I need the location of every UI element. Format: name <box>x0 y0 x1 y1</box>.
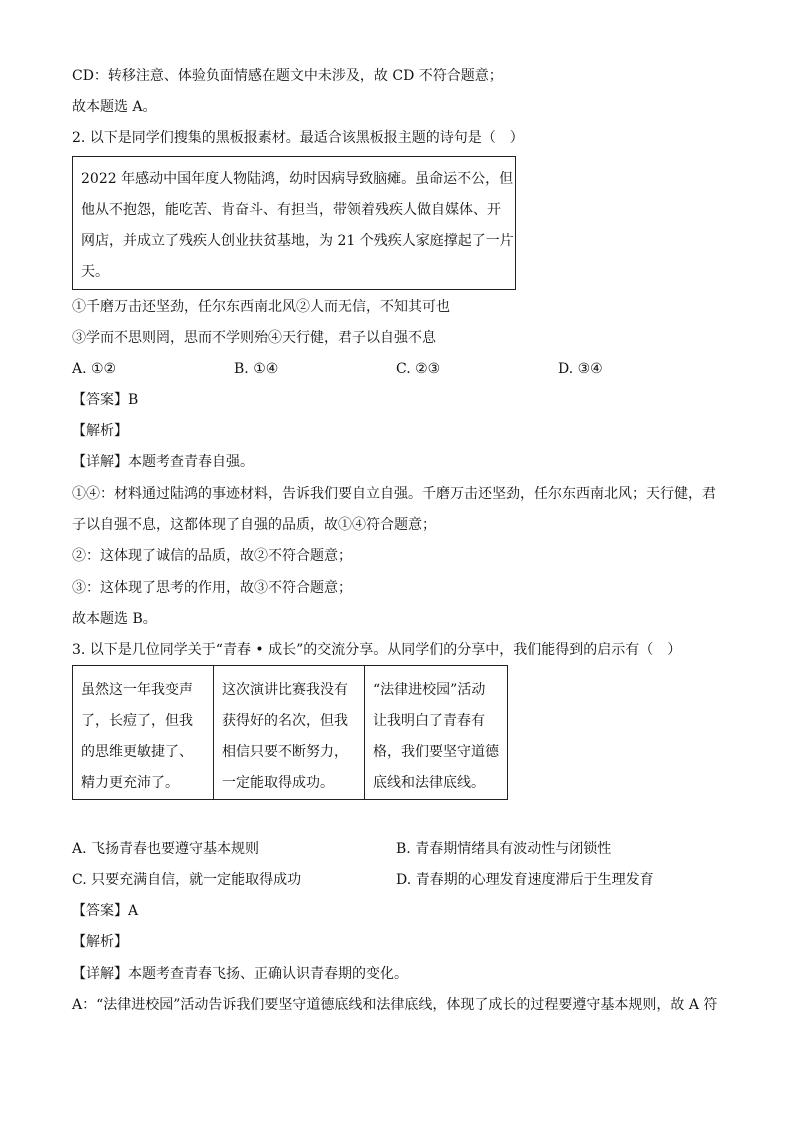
conclusion-line: 故本题选 B。 <box>72 611 157 627</box>
cell-line: 这次演讲比赛我没有 <box>222 682 348 698</box>
explanation-line: A：“法律进校园”活动告诉我们要坚守道德底线和法律底线，体现了成长的过程要遵守基本规则，故 A 符 <box>72 997 718 1013</box>
detail-label: 【详解】本题考查青春自强。 <box>72 454 254 470</box>
poem-items: ①千磨万击还坚劲，任尔东西南北风②人而无信，不知其可也 <box>72 299 450 315</box>
question-2-stem: 2. 以下是同学们搜集的黑板报素材。最适合该黑板报主题的诗句是（ ） <box>72 130 524 146</box>
cell-line: “法律进校园”活动 <box>373 682 486 698</box>
cell-line: 底线和法律底线。 <box>373 775 485 791</box>
material-box <box>72 156 516 290</box>
question-3-options-row1 <box>72 839 732 859</box>
material-line: 他从不抱怨，能吃苦、肯奋斗、有担当，带领着残疾人做自媒体、开 <box>81 202 501 218</box>
explanation-line: 子以自强不息，这都体现了自强的品质，故①④符合题意； <box>72 517 436 533</box>
explanation-line: ③：这体现了思考的作用，故③不符合题意； <box>72 580 352 596</box>
cell-line: 获得好的名次，但我 <box>222 713 348 729</box>
table-cell <box>365 666 508 800</box>
detail-label: 【详解】本题考查青春飞扬、正确认识青春期的变化。 <box>72 966 408 982</box>
explanation-line: ①④：材料通过陆鸿的事迹材料，告诉我们要自立自强。千磨万击还坚劲，任尔东西南北风；天行健，君 <box>72 486 716 502</box>
material-line: 网店，并成立了残疾人创业扶贫基地，为 21 个残疾人家庭撑起了一片 <box>81 233 514 249</box>
option-c: C. 只要充满自信，就一定能取得成功 <box>72 872 302 888</box>
analysis-label: 【解析】 <box>72 423 128 439</box>
option-a: A. 飞扬青春也要遵守基本规则 <box>72 841 260 857</box>
option-b: B. ①④ <box>234 361 279 377</box>
analysis-label: 【解析】 <box>72 934 128 950</box>
answer-label: 【答案】A <box>72 903 139 919</box>
cell-line: 格，我们要坚守道德 <box>373 744 499 760</box>
cell-line: 了，长痘了，但我 <box>81 713 193 729</box>
material-line: 2022 年感动中国年度人物陆鸿，幼时因病导致脑瘫。虽命运不公，但 <box>81 171 514 187</box>
table-cell <box>73 666 214 800</box>
option-c: C. ②③ <box>396 361 441 377</box>
explanation-line: ②：这体现了诚信的品质，故②不符合题意； <box>72 548 352 564</box>
table-cell <box>214 666 365 800</box>
cell-line: 让我明白了青春有 <box>373 713 485 729</box>
poem-items: ③学而不思则罔，思而不学则殆④天行健，君子以自强不息 <box>72 330 436 346</box>
option-d: D. 青春期的心理发育速度滞后于生理发育 <box>396 872 654 888</box>
cell-line: 一定能取得成功。 <box>222 775 334 791</box>
sharing-table <box>72 665 508 800</box>
cell-line: 虽然这一年我变声 <box>81 682 193 698</box>
answer-label: 【答案】B <box>72 392 139 408</box>
option-b: B. 青春期情绪具有波动性与闭锁性 <box>396 841 612 857</box>
cell-line: 的思维更敏捷了、 <box>81 744 193 760</box>
question-3-options-row2 <box>72 870 732 890</box>
option-d: D. ③④ <box>558 361 603 377</box>
option-a: A. ①② <box>72 361 117 377</box>
material-line: 天。 <box>81 264 109 280</box>
text-line: CD：转移注意、体验负面情感在题文中未涉及，故 CD 不符合题意； <box>72 68 503 84</box>
question-2-options <box>72 359 712 379</box>
text-line: 故本题选 A。 <box>72 99 157 115</box>
question-3-stem: 3. 以下是几位同学关于“青春 • 成长”的交流分享。从同学们的分享中，我们能得到的启示有（ ） <box>72 642 682 658</box>
cell-line: 精力更充沛了。 <box>81 775 179 791</box>
cell-line: 相信只要不断努力， <box>222 744 348 760</box>
